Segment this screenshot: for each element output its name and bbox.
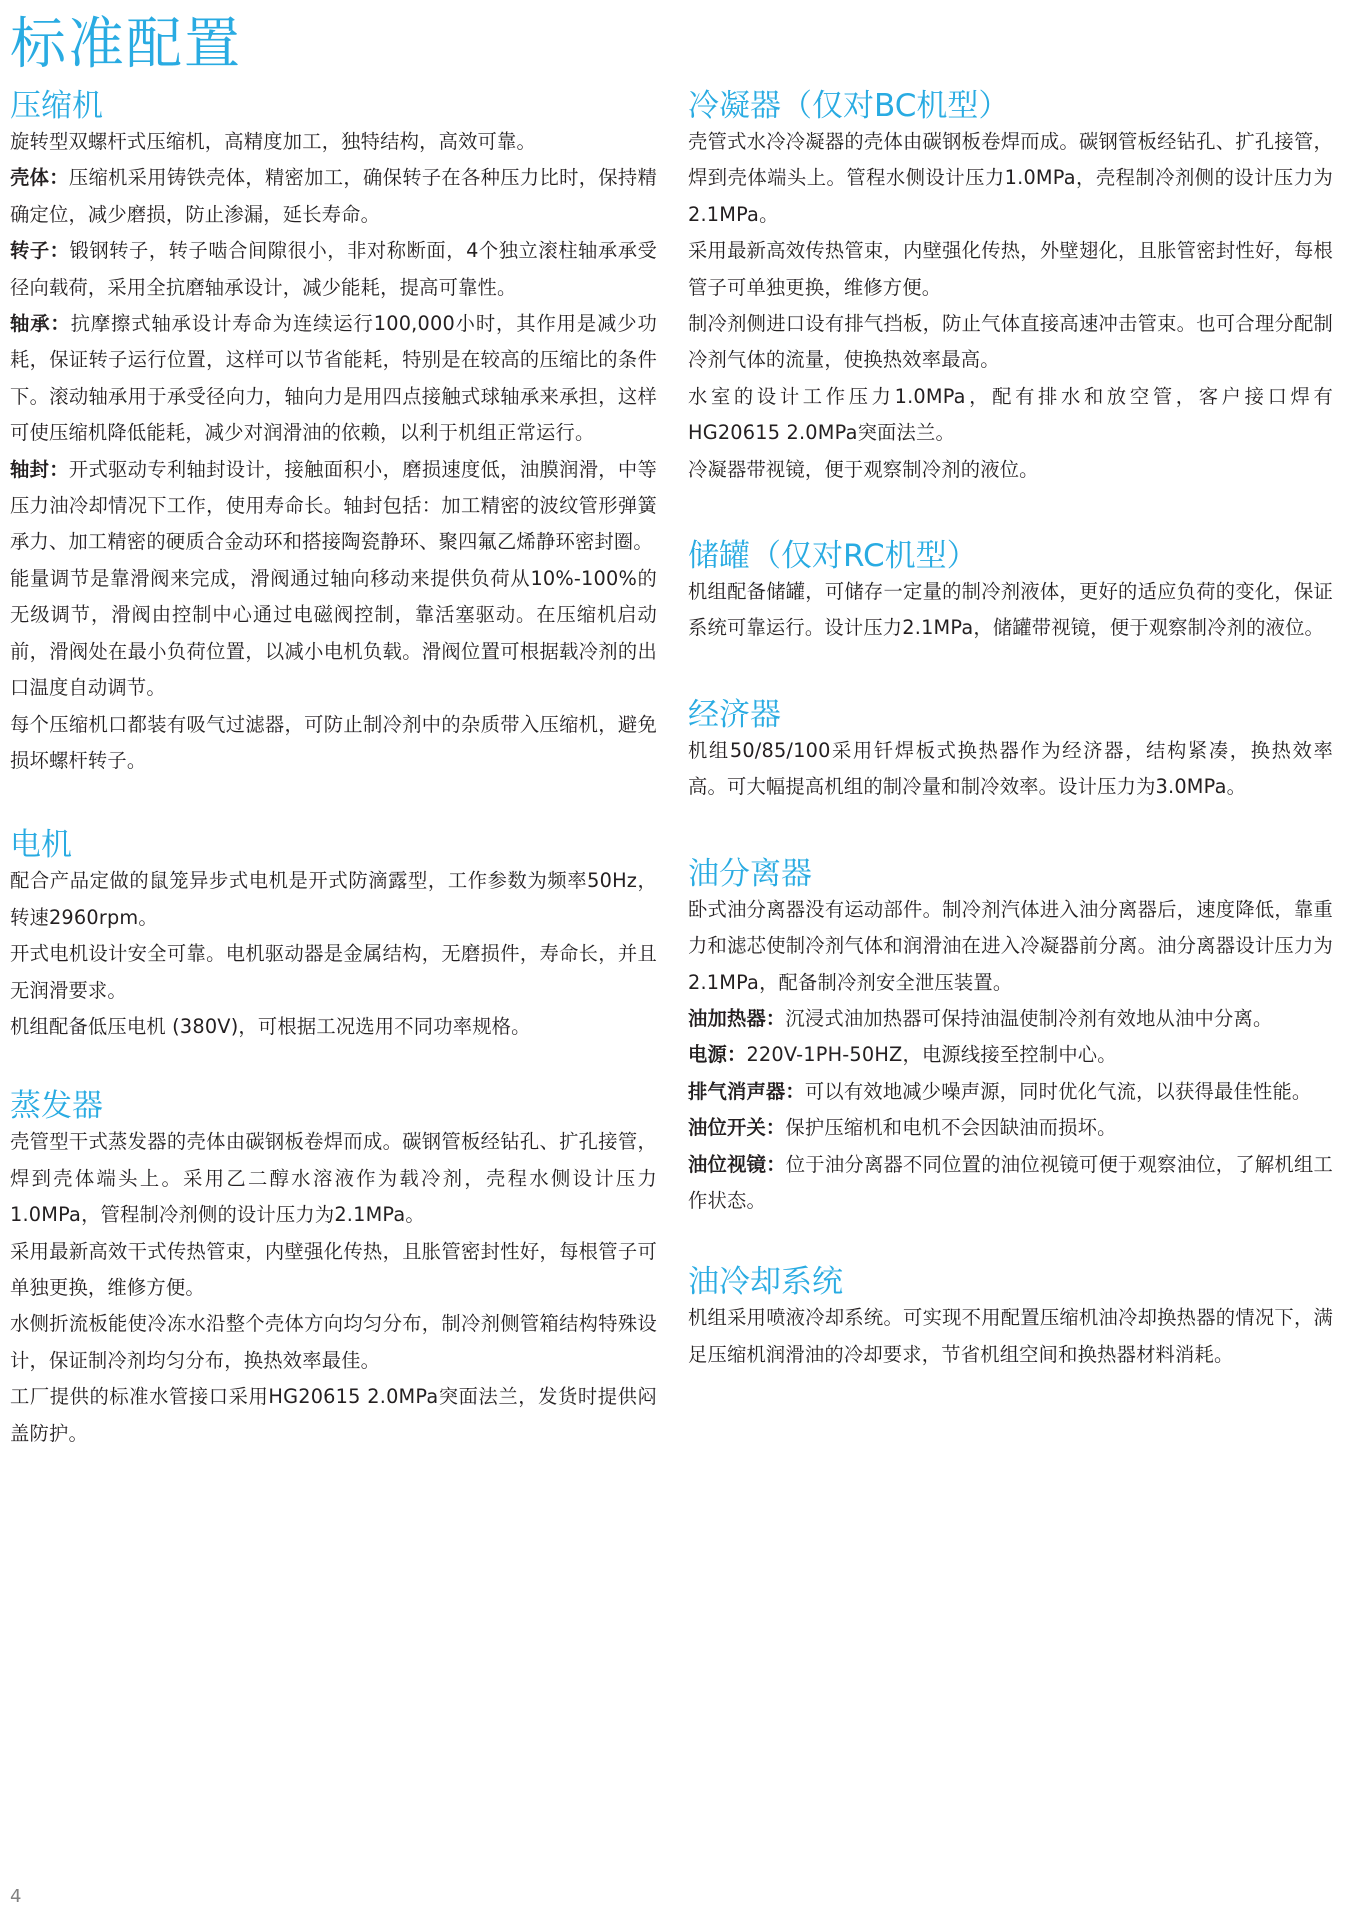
paragraph <box>688 1074 1333 1110</box>
left-column-section-2 <box>10 1088 657 1452</box>
left-column-section-0 <box>10 88 657 779</box>
paragraph-text: 制冷剂侧进口设有排气挡板，防止气体直接高速冲击管束。也可合理分配制冷剂气体的流量，使换热效率最高。 <box>688 312 1333 372</box>
paragraph-text: 可以有效地减少噪声源，同时优化气流，以获得最佳性能。 <box>804 1079 1312 1103</box>
paragraph <box>10 452 657 561</box>
paragraph <box>688 124 1333 233</box>
paragraph <box>688 733 1333 806</box>
paragraph-text: 保护压缩机和电机不会因缺油而损坏。 <box>785 1116 1117 1140</box>
paragraph <box>10 233 657 306</box>
paragraph-text: 机组50/85/100采用钎焊板式换热器作为经济器，结构紧凑，换热效率高。可大幅提高机组的制冷量和制冷效率。设计压力为3.0MPa。 <box>688 738 1333 799</box>
paragraph-text: 水侧折流板能使冷冻水沿整个壳体方向均匀分布，制冷剂侧管箱结构特殊设计，保证制冷剂均匀分布，换热效率最佳。 <box>10 1312 657 1372</box>
paragraph <box>10 561 657 707</box>
paragraph <box>688 379 1333 452</box>
paragraph-text: 机组配备低压电机 (380V)，可根据工况选用不同功率规格。 <box>10 1014 531 1038</box>
paragraph-text: 冷凝器带视镜，便于观察制冷剂的液位。 <box>688 457 1039 481</box>
paragraph <box>10 1234 657 1307</box>
paragraph <box>10 707 657 780</box>
section-heading: 冷凝器（仅对BC机型） <box>688 88 1010 124</box>
paragraph-text: 机组采用喷液冷却系统。可实现不用配置压缩机油冷却换热器的情况下，满足压缩机润滑油的冷却要求，节省机组空间和换热器材料消耗。 <box>688 1306 1333 1366</box>
page-number: 4 <box>10 1886 22 1907</box>
page-title: 标准配置 <box>10 12 242 77</box>
paragraph-text: 壳管型干式蒸发器的壳体由碳钢板卷焊而成。碳钢管板经钻孔、扩孔接管，焊到壳体端头上。采用乙二醇水溶液作为载冷剂，壳程水侧设计压力1.0MPa，管程制冷剂侧的设计压力为2.1MPa。 <box>10 1130 657 1227</box>
paragraph-label: 油位视镜： <box>688 1152 786 1176</box>
left-column <box>10 88 657 1452</box>
section-heading: 蒸发器 <box>10 1088 103 1125</box>
section-heading: 油冷却系统 <box>688 1264 843 1301</box>
paragraph-text: 采用最新高效传热管束，内壁强化传热，外壁翅化，且胀管密封性好，每根管子可单独更换，维修方便。 <box>688 239 1333 299</box>
paragraph-label: 轴承： <box>10 312 71 336</box>
paragraph-text: 每个压缩机口都装有吸气过滤器，可防止制冷剂中的杂质带入压缩机，避免损坏螺杆转子。 <box>10 712 657 772</box>
paragraph <box>688 452 1333 488</box>
section-heading: 电机 <box>10 827 72 864</box>
right-column-section-2 <box>688 697 1333 806</box>
paragraph-label: 油位开关： <box>688 1116 786 1140</box>
paragraph-text: 壳管式水冷冷凝器的壳体由碳钢板卷焊而成。碳钢管板经钻孔、扩孔接管，焊到壳体端头上。管程水侧设计压力1.0MPa，壳程制冷剂侧的设计压力为2.1MPa。 <box>688 130 1333 226</box>
paragraph-label: 电源： <box>688 1043 747 1067</box>
paragraph-text: 沉浸式油加热器可保持油温使制冷剂有效地从油中分离。 <box>785 1006 1273 1030</box>
paragraph <box>688 892 1333 1001</box>
paragraph <box>688 1037 1333 1073</box>
left-column-section-1 <box>10 827 657 1045</box>
right-column-section-0 <box>688 88 1333 488</box>
paragraph-text: 锻钢转子，转子啮合间隙很小，非对称断面，4个独立滚柱轴承承受径向载荷，采用全抗磨轴承设计，减少能耗，提高可靠性。 <box>10 239 658 299</box>
paragraph <box>10 124 657 160</box>
paragraph-text: 220V-1PH-50HZ，电源线接至控制中心。 <box>746 1043 1117 1067</box>
paragraph-text: 配合产品定做的鼠笼异步式电机是开式防滴露型，工作参数为频率50Hz，转速2960rpm。 <box>10 869 657 929</box>
paragraph-text: 位于油分离器不同位置的油位视镜可便于观察油位，了解机组工作状态。 <box>688 1152 1334 1212</box>
paragraph <box>10 1009 657 1045</box>
paragraph-text: 旋转型双螺杆式压缩机，高精度加工，独特结构，高效可靠。 <box>10 130 536 153</box>
paragraph <box>10 936 657 1009</box>
section-heading: 储罐（仅对RC机型） <box>688 538 978 575</box>
paragraph-label: 轴封： <box>10 457 69 481</box>
right-column-section-3 <box>688 856 1333 1220</box>
paragraph-text: 采用最新高效干式传热管束，内壁强化传热，且胀管密封性好，每根管子可单独更换，维修方便。 <box>10 1239 657 1299</box>
paragraph <box>10 1306 657 1379</box>
paragraph-text: 抗摩擦式轴承设计寿命为连续运行100,000小时，其作用是减少功耗，保证转子运行位置，这样可以节省能耗，特别是在较高的压缩比的条件下。滚动轴承用于承受径向力，轴向力是用四点接触式球轴承来承担，这样可使压缩机降低能耗，减少对润滑油的依赖，以利于机组正常运行。 <box>10 312 657 445</box>
right-column-section-4 <box>688 1264 1333 1373</box>
paragraph-text: 水室的设计工作压力1.0MPa，配有排水和放空管，客户接口焊有HG20615 2.0MPa突面法兰。 <box>688 384 1333 445</box>
paragraph <box>10 1379 657 1452</box>
paragraph <box>688 1147 1333 1220</box>
paragraph-text: 能量调节是靠滑阀来完成，滑阀通过轴向移动来提供负荷从10%-100%的无级调节，滑阀由控制中心通过电磁阀控制，靠活塞驱动。在压缩机启动前，滑阀处在最小负荷位置，以减小电机负载。滑阀位置可根据载冷剂的出口温度自动调节。 <box>10 566 657 700</box>
paragraph-text: 工厂提供的标准水管接口采用HG20615 2.0MPa突面法兰，发货时提供闷盖防护。 <box>10 1385 657 1445</box>
paragraph-label: 转子： <box>10 239 70 263</box>
paragraph <box>10 1124 657 1233</box>
paragraph-text: 开式驱动专利轴封设计，接触面积小，磨损速度低，油膜润滑，中等压力油冷却情况下工作，使用寿命长。轴封包括：加工精密的波纹管形弹簧承力、加工精密的硬质合金动环和搭接陶瓷静环、聚四氟乙烯静环密封圈。 <box>10 457 658 554</box>
paragraph-text: 开式电机设计安全可靠。电机驱动器是金属结构，无磨损件，寿命长，并且无润滑要求。 <box>10 942 657 1002</box>
paragraph <box>688 233 1333 306</box>
paragraph-text: 卧式油分离器没有运动部件。制冷剂汽体进入油分离器后，速度降低，靠重力和滤芯使制冷剂气体和润滑油在进入冷凝器前分离。油分离器设计压力为2.1MPa，配备制冷剂安全泄压装置。 <box>688 897 1333 994</box>
paragraph <box>10 160 657 233</box>
paragraph-text: 压缩机采用铸铁壳体，精密加工，确保转子在各种压力比时，保持精确定位，减少磨损，防止渗漏，延长寿命。 <box>10 166 658 226</box>
paragraph <box>688 1001 1333 1037</box>
paragraph <box>688 306 1333 379</box>
paragraph-text: 机组配备储罐，可储存一定量的制冷剂液体，更好的适应负荷的变化，保证系统可靠运行。设计压力2.1MPa，储罐带视镜，便于观察制冷剂的液位。 <box>688 580 1333 640</box>
right-column-section-1 <box>688 538 1333 647</box>
paragraph-label: 油加热器： <box>688 1006 786 1030</box>
paragraph-label: 壳体： <box>10 166 69 190</box>
paragraph <box>10 863 657 936</box>
section-heading: 压缩机 <box>10 88 103 124</box>
paragraph <box>688 1110 1333 1146</box>
section-heading: 油分离器 <box>688 855 812 892</box>
paragraph-label: 排气消声器： <box>688 1079 805 1103</box>
section-heading: 经济器 <box>688 696 781 733</box>
paragraph <box>688 574 1333 647</box>
paragraph <box>688 1300 1333 1373</box>
right-column <box>688 88 1333 1373</box>
paragraph <box>10 306 657 452</box>
